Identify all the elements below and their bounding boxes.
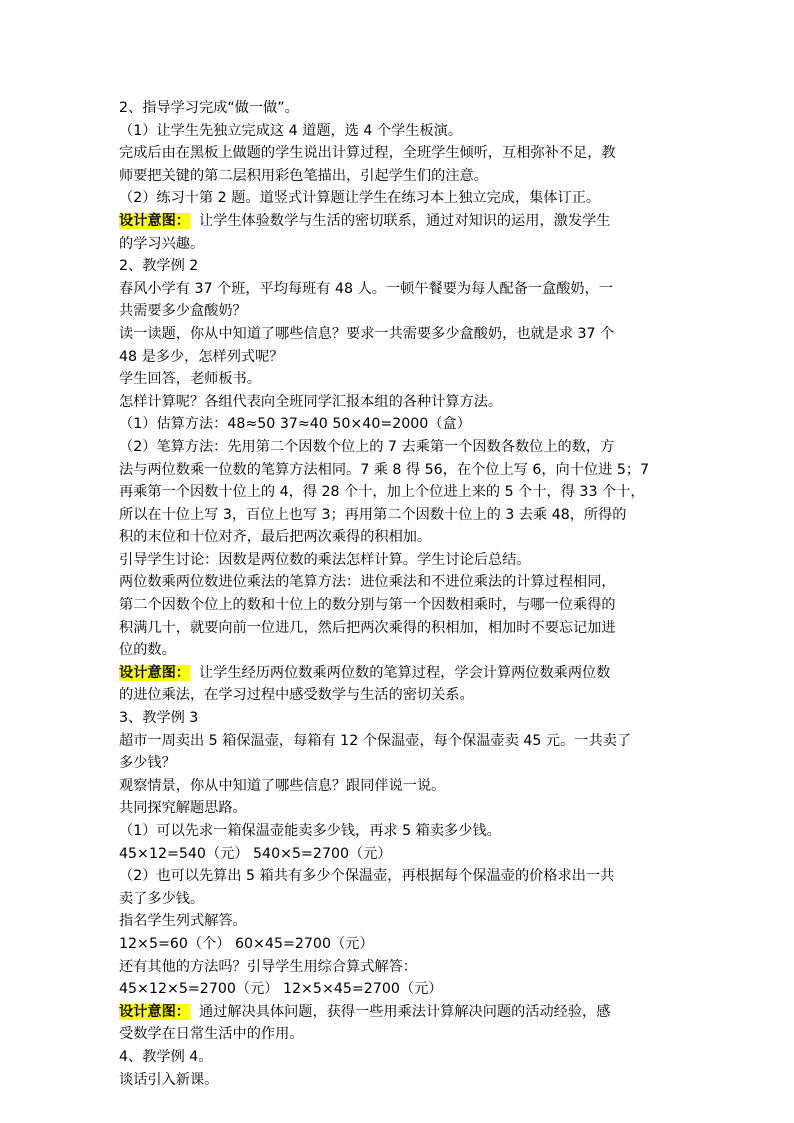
design-intent-line [119,662,679,685]
text-line: 超市一周卖出 5 箱保温壶，每箱有 12 个保温壶，每个保温壶卖 45 元。一共卖了 [119,732,632,749]
design-intent-line [119,1001,679,1024]
design-intent-label: 设计意图： [119,212,190,229]
design-intent-label: 设计意图： [119,1003,190,1020]
text-line: 积满几十，就要向前一位进几，然后把两次乘得的积相加，相加时不要忘记加进 [119,619,616,636]
text-line: 共同探究解题思路。 [119,800,247,817]
text-line: 多少钱？ [119,755,176,772]
text-line: 受数学在日常生活中的作用。 [119,1026,304,1043]
text-line: 完成后由在黑板上做题的学生说出计算过程，全班学生倾听，互相弥补不足，教 [119,145,616,162]
text-line: （1）让学生先独立完成这 4 道题，选 4 个学生板演。 [119,122,463,139]
text-line: 12×5=60（个） 60×45=2700（元） [119,935,374,952]
text-line: 2、教学例 2 [119,258,199,275]
text-line: 48 是多少，怎样列式呢？ [119,348,284,365]
text-line: 45×12=540（元） 540×5=2700（元） [119,845,392,862]
text-line: （2）笔算方法：先用第二个因数个位上的 7 去乘第一个因数各数位上的数，方 [119,438,615,455]
text-line: （2）也可以先算出 5 箱共有多少个保温壶，再根据每个保温壶的价格求出一共 [119,868,615,885]
text-line: 两位数乘两位数进位乘法的笔算方法：进位乘法和不进位乘法的计算过程相同， [119,574,616,591]
text-line: 引导学生讨论：因数是两位数的乘法怎样计算。学生讨论后总结。 [119,551,531,568]
design-intent-text: 通过解决具体问题，获得一些用乘法计算解决问题的活动经验，感 [189,1003,611,1020]
text-line: （1）估算方法：48≈50 37≈40 50×40=2000（盒） [119,416,471,433]
text-line: 学生回答，老师板书。 [119,371,261,388]
text-line: 卖了多少钱。 [119,890,205,907]
text-line: 读一读题，你从中知道了哪些信息？要求一共需要多少盒酸奶，也就是求 37 个 [119,325,615,342]
design-intent-line [119,210,679,233]
text-line: （2）练习十第 2 题。道竖式计算题让学生在练习本上独立完成，集体订正。 [119,190,601,207]
text-line: 位的数。 [119,642,176,659]
design-intent-text: 让学生经历两位数乘两位数的笔算过程，学会计算两位数乘两位数 [189,664,611,681]
text-line: 4、教学例 4。 [119,1048,213,1065]
text-line: 谈话引入新课。 [119,1071,219,1088]
text-line: 45×12×5=2700（元） 12×5×45=2700（元） [119,981,443,998]
text-line: 春风小学有 37 个班，平均每班有 48 人。一顿午餐要为每人配备一盒酸奶，一 [119,280,613,297]
text-line: 指名学生列式解答。 [119,913,247,930]
text-line: 所以在十位上写 3，百位上也写 3；再用第二个因数十位上的 3 去乘 48，所得的 [119,506,627,523]
design-intent-label: 设计意图： [119,664,190,681]
text-line: 观察情景，你从中知道了哪些信息？跟同伴说一说。 [119,777,446,794]
text-line: 积的末位和十位对齐，最后把两次乘得的积相加。 [119,529,432,546]
text-line: 的学习兴趣。 [119,235,205,252]
text-line: 法与两位数乘一位数的笔算方法相同。7 乘 8 得 56，在个位上写 6，向十位进 5；7 [119,461,650,478]
text-line: 共需要多少盒酸奶？ [119,303,247,320]
text-line: 再乘第一个因数十位上的 4，得 28 个十，加上个位进上来的 5 个十，得 33 个十， [119,484,645,501]
text-line: 3、教学例 3 [119,710,199,727]
text-line: 怎样计算呢？各组代表向全班同学汇报本组的各种计算方法。 [119,393,503,410]
text-line: 第二个因数个位上的数和十位上的数分别与第一个因数相乘时，与哪一位乘得的 [119,597,616,614]
design-intent-text: 让学生体验数学与生活的密切联系，通过对知识的运用，激发学生 [189,212,611,229]
text-line: （1）可以先求一箱保温壶能卖多少钱，再求 5 箱卖多少钱。 [119,823,501,839]
document-body [119,97,679,1091]
text-line: 还有其他的方法吗？引导学生用综合算式解答： [119,958,417,975]
text-line: 的进位乘法，在学习过程中感受数学与生活的密切关系。 [119,687,474,704]
text-line: 师要把关键的第二层积用彩色笔描出，引起学生们的注意。 [119,167,488,184]
text-line: 2、指导学习完成“做一做”。 [119,100,299,116]
